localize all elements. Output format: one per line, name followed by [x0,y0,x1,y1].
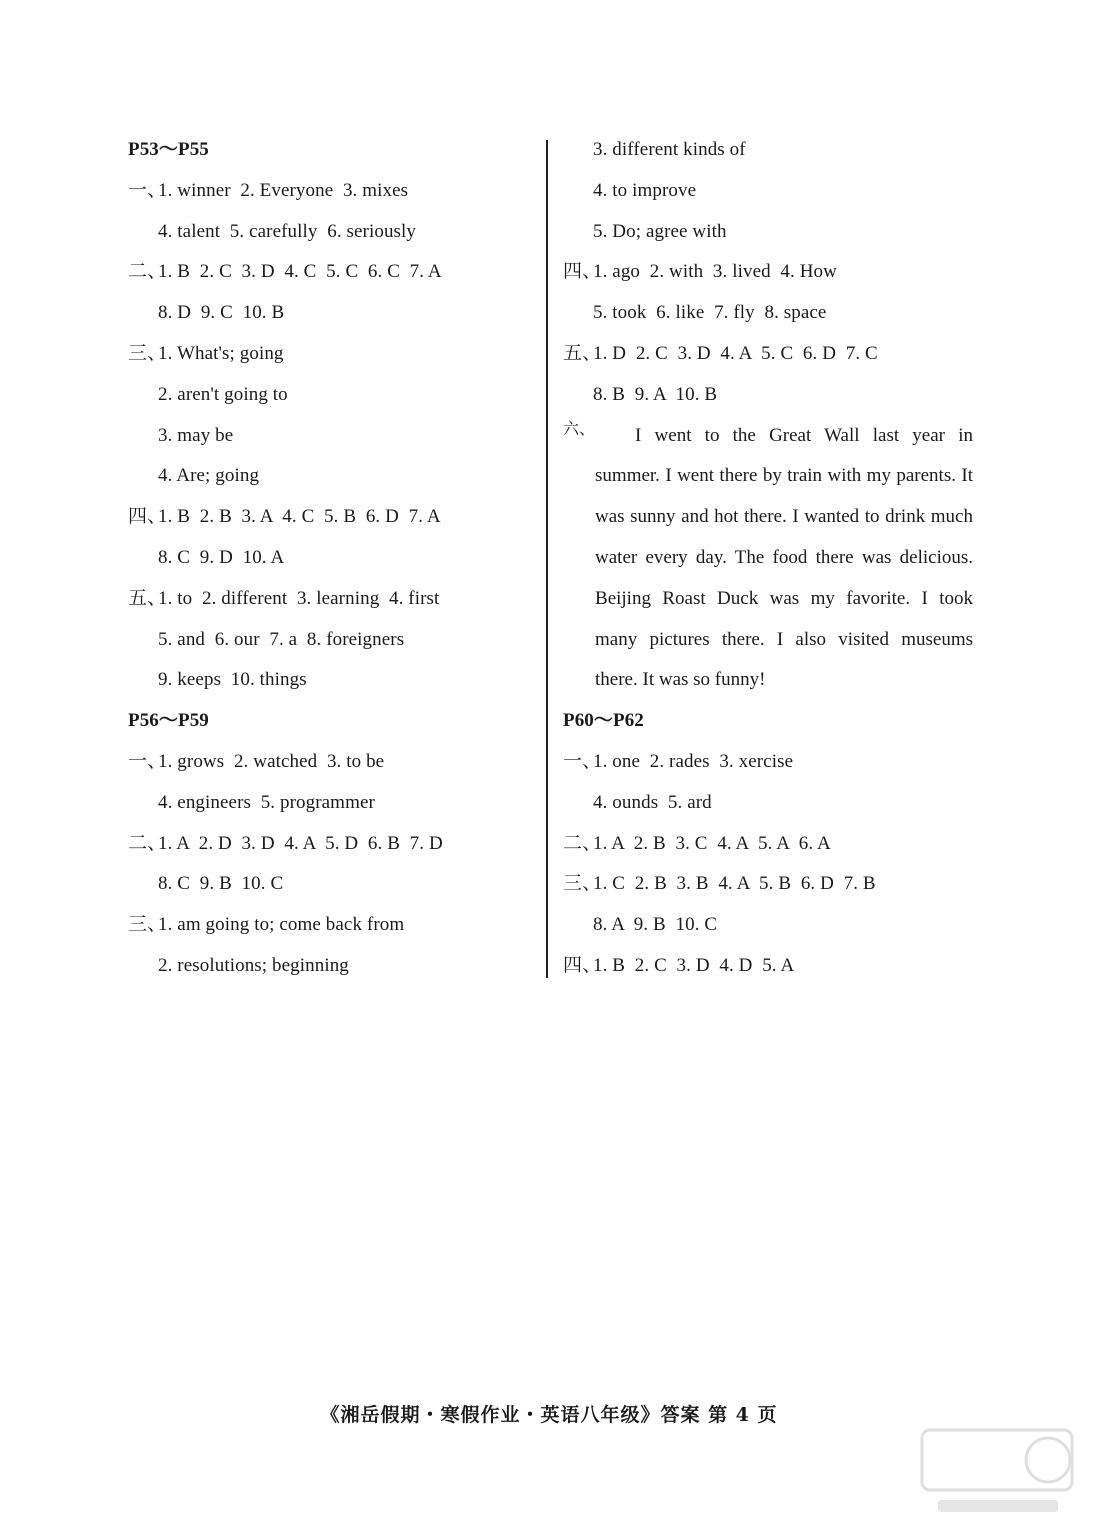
answer-item [128,334,533,375]
answer-continuation: 9. keeps 10. things [158,669,307,691]
item-mark: 五、 [563,342,602,364]
item-mark: 二、 [128,832,167,854]
answer-continuation: 2. resolutions; beginning [158,954,349,976]
item-text: 1. B 2. C 3. D 4. C 5. C 6. C 7. A [158,261,442,283]
column-divider [546,140,548,978]
item-text: 1. A 2. B 3. C 4. A 5. A 6. A [593,832,831,854]
answer-item [563,252,973,293]
item-mark: 四、 [563,954,602,976]
essay-block [563,416,973,702]
item-text: 1. C 2. B 3. B 4. A 5. B 6. D 7. B [593,873,876,895]
item-text: 1. to 2. different 3. learning 4. first [158,587,440,609]
answer-item [128,824,533,865]
answer-item [563,946,973,987]
right-column-bottom [563,701,973,987]
item-text: 1. winner 2. Everyone 3. mixes [158,179,409,201]
answer-continuation: 8. B 9. A 10. B [593,383,718,405]
item-text: 1. grows 2. watched 3. to be [158,750,385,772]
left-column [128,130,533,987]
answer-continuation: 8. C 9. B 10. C [158,873,284,895]
answer-continuation: 4. engineers 5. programmer [158,791,375,813]
item-mark: 三、 [128,342,167,364]
answer-item [563,824,973,865]
answer-item [128,171,533,212]
answer-continuation: 4. ounds 5. ard [593,791,712,813]
answer-item [128,742,533,783]
right-column [563,130,973,987]
section-heading: P53～P55 [128,139,209,160]
answer-item [563,864,973,905]
item-mark: 四、 [128,506,167,528]
answer-continuation: 5. and 6. our 7. a 8. foreigners [158,628,405,650]
answer-continuation: 8. D 9. C 10. B [158,302,285,324]
section-heading: P60～P62 [563,710,644,732]
item-text: 1. A 2. D 3. D 4. A 5. D 6. B 7. D [158,832,443,854]
answer-continuation: 5. Do; agree with [593,220,727,242]
answer-item [563,742,973,783]
answer-continuation: 3. different kinds of [593,139,746,160]
answer-item [128,579,533,620]
page-footer: 《湘岳假期・寒假作业・英语八年级》答案 第 4 页 [320,1404,778,1426]
answer-continuation: 8. C 9. D 10. A [158,546,285,568]
item-mark: 五、 [128,587,167,609]
item-mark: 二、 [563,832,602,854]
answer-item [563,334,973,375]
item-text: 1. ago 2. with 3. lived 4. How [593,261,837,283]
item-text: 1. B 2. C 3. D 4. D 5. A [593,954,795,976]
item-mark: 一、 [563,750,602,772]
item-text: 1. What's; going [158,342,284,364]
item-mark: 三、 [563,873,602,895]
answer-continuation: 4. talent 5. carefully 6. seriously [158,220,417,242]
item-mark: 一、 [128,179,167,201]
answer-item [128,497,533,538]
right-column-top [563,130,973,416]
answer-continuation: 8. A 9. B 10. C [593,914,718,936]
item-mark: 一、 [128,750,167,772]
item-mark: 四、 [563,261,602,283]
answer-continuation: 4. Are; going [158,465,260,487]
answer-continuation: 2. aren't going to [158,383,288,405]
item-text: 1. B 2. B 3. A 4. C 5. B 6. D 7. A [158,506,441,528]
answer-continuation: 3. may be [158,424,234,446]
answer-item [128,252,533,293]
answer-item [128,905,533,946]
watermark-logo [918,1422,1078,1522]
item-text: 1. am going to; come back from [158,914,405,936]
essay-mark: 六、 [563,420,596,438]
essay-text: I went to the Great Wall last year in summer. I went there by train with my parents. It was sunny and hot there. I wanted to drink much water every day. The food there was delicious. Beijing Roast Duck was my favorite. I took many pictures there. I also visited museums there. It was so funny! [595,424,973,691]
section-heading: P56～P59 [128,710,209,732]
item-mark: 二、 [128,261,167,283]
item-mark: 三、 [128,914,167,936]
item-text: 1. one 2. rades 3. xercise [593,750,794,772]
item-text: 1. D 2. C 3. D 4. A 5. C 6. D 7. C [593,342,878,364]
answer-continuation: 5. took 6. like 7. fly 8. space [593,302,827,324]
answer-continuation: 4. to improve [593,179,697,201]
